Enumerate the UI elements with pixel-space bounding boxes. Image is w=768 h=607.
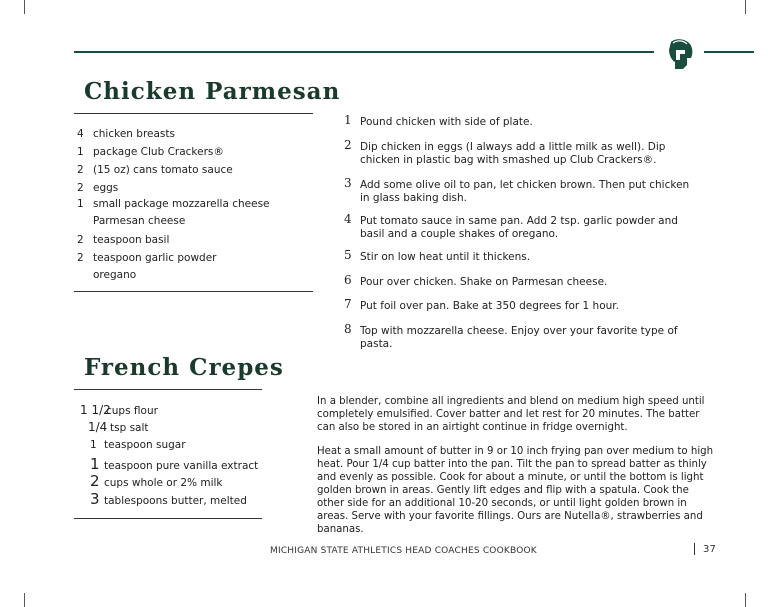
instruction-step: 7 Put foil over pan. Bake at 350 degrees for 1 hour.: [344, 297, 619, 312]
footer-book-title: MICHIGAN STATE ATHLETICS HEAD COACHES COOKBOOK: [270, 546, 537, 556]
instruction-paragraph: Heat a small amount of butter in 9 or 10 inch frying pan over medium to high heat. Pour 1/4 cup batter into the pan. Tilt the pan to spread batter as thinly and evenly as possible. Cook for about a minute, or until the bottom is light golden brown in areas. Gently lift edges and flip with a spatula. Cook the other side for an additional 10-20 seconds, or until light golden brown in areas. Serve with your favorite fillings. Ours are Nutella®, strawberries and bananas.: [317, 446, 714, 535]
ingredient-item: 1 small package mozzarella cheese: [77, 198, 270, 210]
header-rule-left: [74, 51, 654, 53]
instruction-step: 2 Dip chicken in eggs (I always add a little milk as well). Dip chicken in plastic bag with smashed up Club Crackers®.: [344, 138, 666, 166]
instruction-paragraph: In a blender, combine all ingredients and blend on medium high speed until completely emulsified. Cover batter and let rest for 20 minutes. The batter can also be stored in an airtight continue in fridge overnight.: [317, 396, 705, 433]
ingredient-item: 1 package Club Crackers®: [77, 146, 224, 158]
crop-mark: [745, 593, 746, 607]
header-rule-right: [704, 51, 754, 53]
ingredient-item: 2 (15 oz) cans tomato sauce: [77, 164, 233, 176]
ingredient-item: 2 teaspoon basil: [77, 234, 170, 246]
title-rule: [74, 113, 313, 114]
instruction-step: 1 Pound chicken with side of plate.: [344, 113, 533, 128]
ingredient-item: 2 eggs: [77, 182, 119, 194]
ingredient-item: 2 cups whole or 2% milk: [90, 472, 223, 490]
ingredient-item: 1 1/2cups flour: [80, 403, 158, 417]
instruction-step: 6 Pour over chicken. Shake on Parmesan cheese.: [344, 273, 608, 288]
ingredients-bottom-rule: [74, 518, 262, 519]
recipe-title: Chicken Parmesan: [84, 78, 341, 105]
page-number: 37: [703, 544, 717, 555]
footer-divider: [694, 543, 695, 555]
ingredient-item: 1 teaspoon sugar: [90, 439, 186, 451]
crop-mark: [24, 0, 25, 14]
instruction-step: 3 Add some olive oil to pan, let chicken brown. Then put chicken in glass baking dish.: [344, 176, 690, 204]
crop-mark: [745, 0, 746, 14]
instruction-step: 5 Stir on low heat until it thickens.: [344, 248, 531, 263]
instruction-step: 8 Top with mozzarella cheese. Enjoy over your favorite type of pasta.: [344, 322, 678, 350]
ingredient-item: 2 teaspoon garlic powder: [77, 252, 217, 264]
spartan-helmet-icon: [665, 38, 695, 70]
ingredient-item: 4 chicken breasts: [77, 128, 175, 140]
ingredient-item: Parmesan cheese: [93, 215, 186, 227]
recipe-title: French Crepes: [84, 354, 284, 381]
ingredient-item: 3 tablespoons butter, melted: [90, 490, 247, 508]
crop-mark: [24, 593, 25, 607]
title-rule: [74, 389, 262, 390]
ingredient-item: oregano: [93, 269, 137, 281]
ingredient-item: 1/4 tsp salt: [88, 420, 149, 434]
instruction-step: 4 Put tomato sauce in same pan. Add 2 tsp. garlic powder and basil and a couple shakes of oregano.: [344, 212, 678, 240]
ingredient-item: 1 teaspoon pure vanilla extract: [90, 455, 259, 473]
ingredients-bottom-rule: [74, 291, 313, 292]
